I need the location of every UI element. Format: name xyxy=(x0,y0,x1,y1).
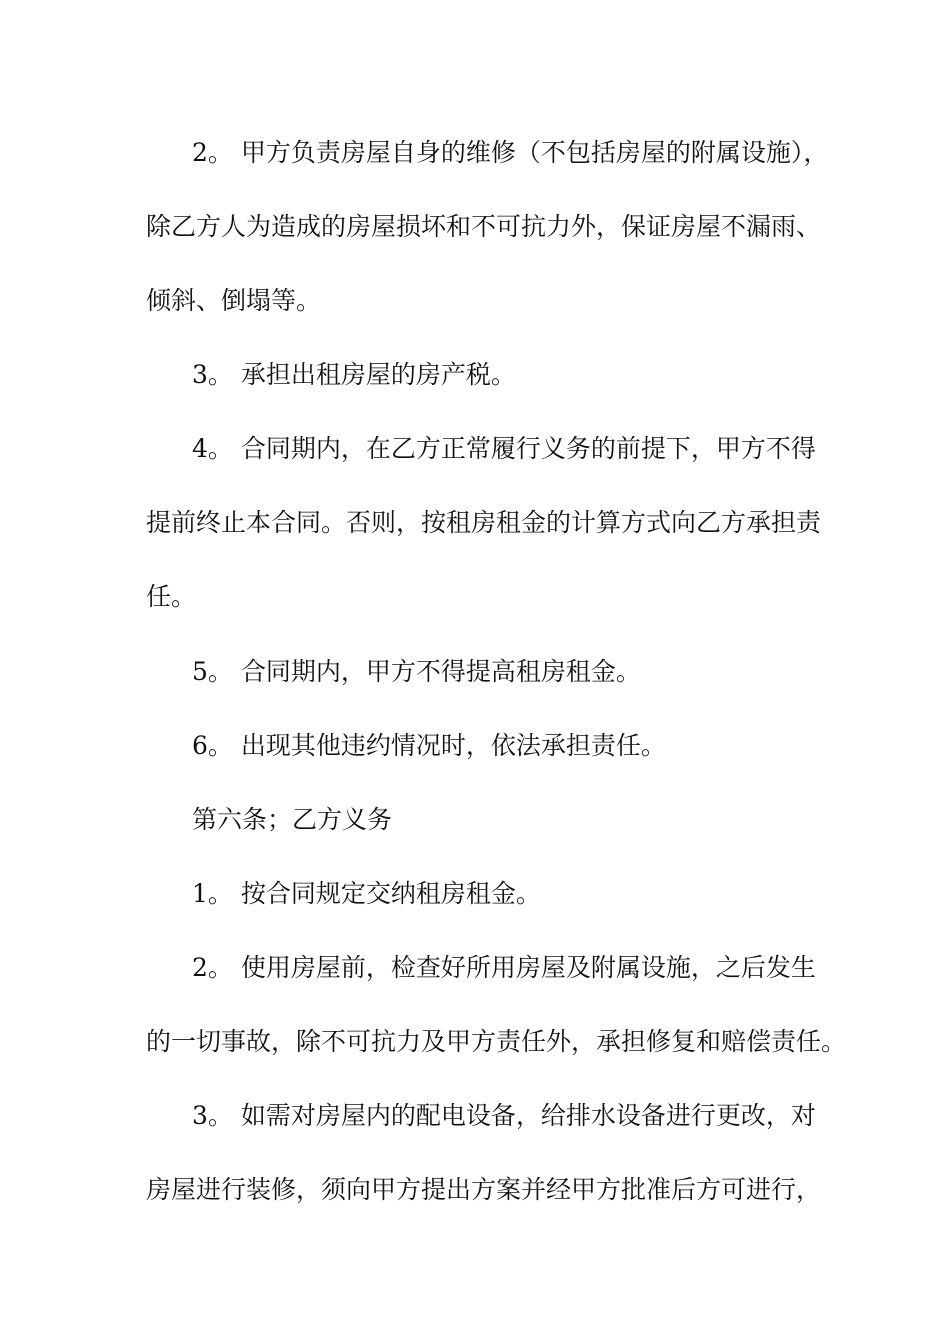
paragraph-line: 房屋进行装修，须向甲方提出方案并经甲方批准后方可进行， xyxy=(146,1175,822,1204)
paragraph-line: 4。 合同期内，在乙方正常履行义务的前提下，甲方不得 xyxy=(192,434,816,463)
paragraph-line: 除乙方人为造成的房屋损坏和不可抗力外，保证房屋不漏雨、 xyxy=(146,212,822,241)
paragraph-line: 6。 出现其他违约情况时，依法承担责任。 xyxy=(192,731,666,760)
paragraph-line: 1。 按合同规定交纳租房租金。 xyxy=(192,879,541,908)
paragraph-line: 2。 甲方负责房屋自身的维修（不包括房屋的附属设施）， xyxy=(192,138,829,167)
paragraph-line: 任。 xyxy=(146,582,197,611)
paragraph-line: 倾斜、倒塌等。 xyxy=(146,286,322,315)
paragraph-line: 3。 如需对房屋内的配电设备，给排水设备进行更改，对 xyxy=(192,1101,816,1130)
section-heading: 第六条；乙方义务 xyxy=(192,805,393,834)
paragraph-line: 3。 承担出租房屋的房产税。 xyxy=(192,360,516,389)
paragraph-line: 的一切事故，除不可抗力及甲方责任外，承担修复和赔偿责任。 xyxy=(146,1027,847,1056)
paragraph-line: 5。 合同期内，甲方不得提高租房租金。 xyxy=(192,657,641,686)
paragraph-line: 2。 使用房屋前，检查好所用房屋及附属设施，之后发生 xyxy=(192,953,816,982)
paragraph-line: 提前终止本合同。否则，按租房租金的计算方式向乙方承担责 xyxy=(146,508,822,537)
